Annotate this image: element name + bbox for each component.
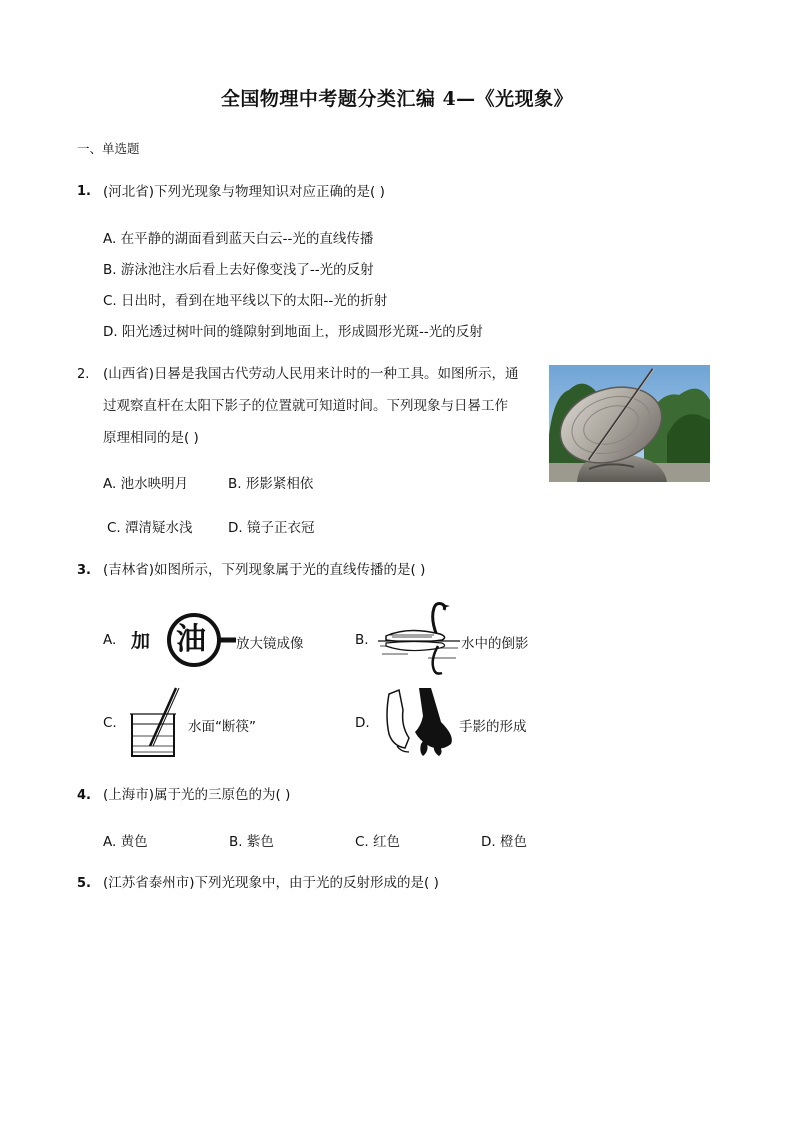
option-b-letter: B. (355, 632, 369, 648)
option-d-letter: D. (355, 715, 370, 731)
option-b: B. 形影紧相依 (228, 476, 314, 492)
question-stem: (吉林省)如图所示，下列现象属于光的直线传播的是( ) (103, 562, 426, 578)
question-stem-line: 原理相同的是( ) (103, 430, 199, 446)
option-d: D. 橙色 (481, 834, 527, 850)
option-c-caption: 水面“断筷” (188, 719, 256, 735)
question-number: 2. (77, 367, 90, 382)
option-b: B. 游泳池注水后看上去好像变浅了--光的反射 (103, 262, 374, 278)
option-a-caption: 放大镜成像 (236, 636, 304, 652)
option-d: D. 镜子正衣冠 (228, 520, 315, 536)
question-stem: (河北省)下列光现象与物理知识对应正确的是( ) (103, 184, 385, 200)
page-title: 全国物理中考题分类汇编 4—《光现象》 (220, 88, 574, 110)
option-a: A. 池水映明月 (103, 476, 189, 492)
option-b-caption: 水中的倒影 (461, 636, 529, 652)
option-c-letter: C. (103, 715, 117, 731)
question-stem: (上海市)属于光的三原色的为( ) (103, 787, 291, 803)
question-stem: (江苏省泰州市)下列光现象中，由于光的反射形成的是( ) (103, 875, 439, 891)
hand-shadow-figure (379, 686, 457, 758)
question-number: 4. (77, 788, 91, 803)
option-c: C. 日出时，看到在地平线以下的太阳--光的折射 (103, 293, 388, 309)
section-heading: 一、单选题 (77, 141, 140, 156)
option-a-letter: A. (103, 632, 117, 648)
option-d: D. 阳光透过树叶间的缝隙射到地面上，形成圆形光斑--光的反射 (103, 324, 483, 340)
option-c: C. 红色 (355, 834, 401, 850)
option-b: B. 紫色 (229, 834, 274, 850)
question-number: 5. (77, 876, 91, 891)
question-stem-line: (山西省)日晷是我国古代劳动人民用来计时的一种工具。如图所示，通 (103, 366, 519, 382)
sundial-photo (549, 365, 710, 482)
option-a: A. 在平静的湖面看到蓝天白云--光的直线传播 (103, 231, 374, 247)
magnifier-text-inner: 油 (176, 622, 206, 657)
magnifier-text-outer: 加 (131, 630, 151, 652)
option-d-caption: 手影的形成 (459, 719, 527, 735)
question-number: 3. (77, 563, 91, 578)
option-a: A. 黄色 (103, 834, 148, 850)
beaker-chopstick-figure (128, 686, 184, 758)
option-c: C. 潭清疑水浅 (107, 520, 193, 536)
question-number: 1. (77, 184, 91, 199)
swan-reflection-figure (378, 600, 460, 676)
question-stem-line: 过观察直杆在太阳下影子的位置就可知道时间。下列现象与日晷工作 (103, 398, 508, 414)
